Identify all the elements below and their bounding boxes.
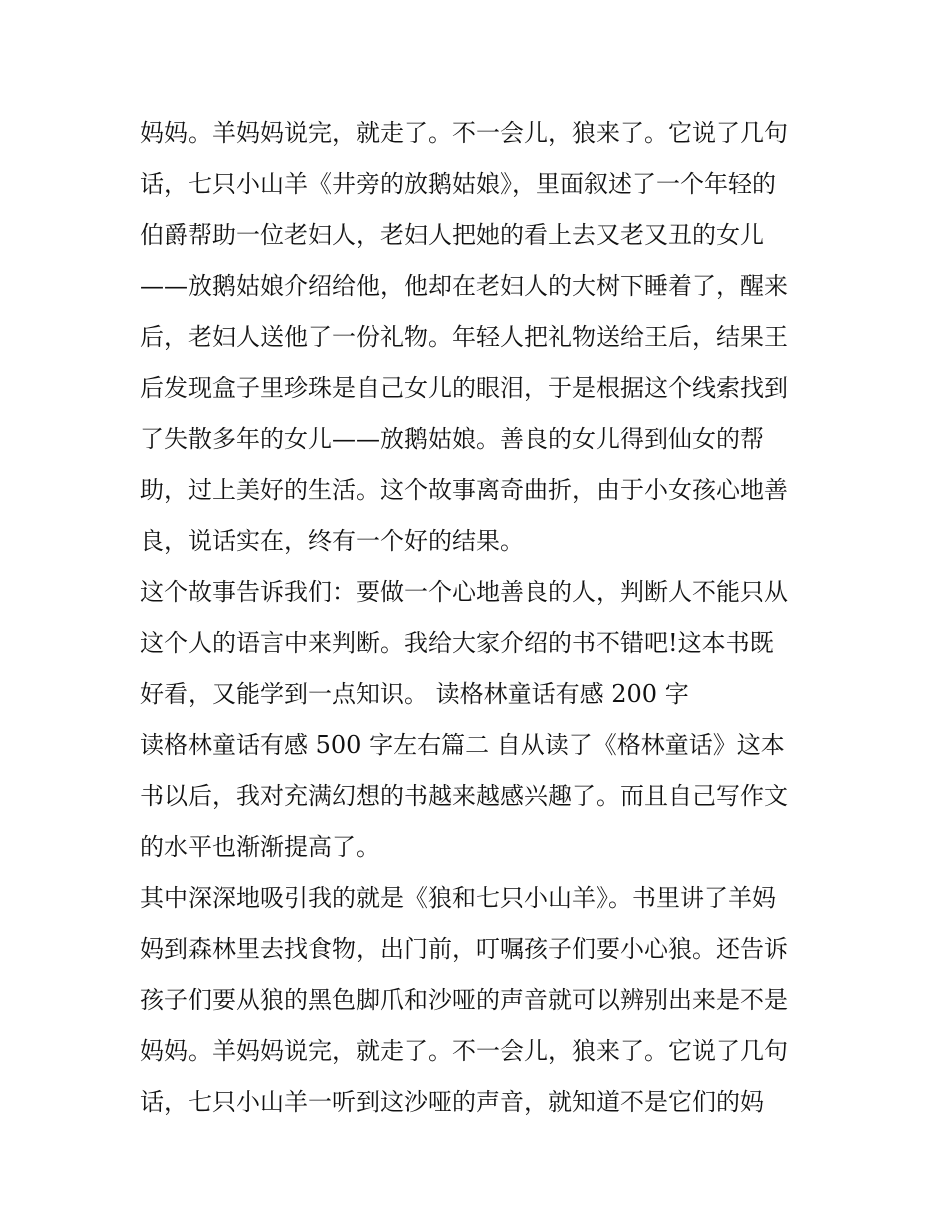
- text-line: 良，说话实在，终有一个好的结果。: [140, 527, 524, 555]
- text-line: ——放鹅姑娘介绍给他，他却在老妇人的大树下睡着了，醒来: [140, 272, 788, 300]
- text-line: 助，过上美好的生活。这个故事离奇曲折，由于小女孩心地善: [140, 476, 788, 504]
- text-line: 的水平也渐渐提高了。: [140, 833, 380, 861]
- document-body: [140, 108, 830, 1128]
- text-line: 书以后，我对充满幻想的书越来越感兴趣了。而且自己写作文: [140, 782, 788, 810]
- text-line: 妈妈。羊妈妈说完，就走了。不一会儿，狼来了。它说了几句: [140, 119, 788, 147]
- text-line: 妈到森林里去找食物，出门前，叮嘱孩子们要小心狼。还告诉: [140, 935, 788, 963]
- text-line: 话，七只小山羊《井旁的放鹅姑娘》，里面叙述了一个年轻的: [140, 170, 776, 198]
- text-line: 妈妈。羊妈妈说完，就走了。不一会儿，狼来了。它说了几句: [140, 1037, 788, 1065]
- text-line: 孩子们要从狼的黑色脚爪和沙哑的声音就可以辨别出来是不是: [140, 986, 788, 1014]
- text-line: 后发现盒子里珍珠是自己女儿的眼泪，于是根据这个线索找到: [140, 374, 788, 402]
- text-line: 伯爵帮助一位老妇人，老妇人把她的看上去又老又丑的女儿: [140, 221, 764, 249]
- text-line: 话，七只小山羊一听到这沙哑的声音，就知道不是它们的妈: [140, 1088, 764, 1116]
- text-line: 这个人的语言中来判断。我给大家介绍的书不错吧!这本书既: [140, 629, 774, 657]
- text-line: 后，老妇人送他了一份礼物。年轻人把礼物送给王后，结果王: [140, 323, 788, 351]
- text-line: 了失散多年的女儿——放鹅姑娘。善良的女儿得到仙女的帮: [140, 425, 764, 453]
- text-line: 其中深深地吸引我的就是《狼和七只小山羊》。书里讲了羊妈: [140, 884, 776, 912]
- text-line: 这个故事告诉我们：要做一个心地善良的人，判断人不能只从: [140, 578, 788, 606]
- text-line: 读格林童话有感 500 字左右篇二 自从读了《格林童话》这本: [140, 731, 785, 759]
- text-line: 好看，又能学到一点知识。 读格林童话有感 200 字: [140, 680, 689, 708]
